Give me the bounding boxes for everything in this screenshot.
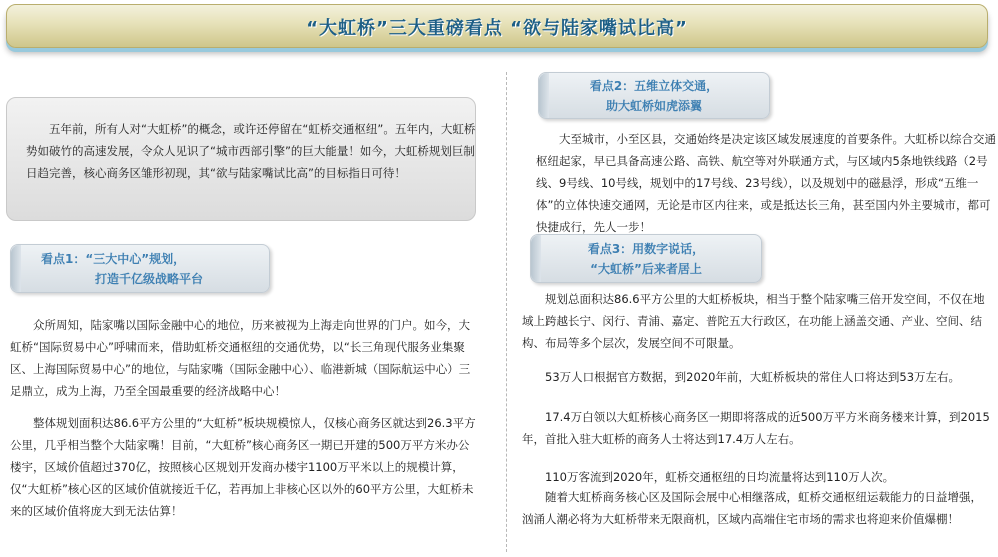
point2-paragraph-1: 大至城市，小至区县，交通始终是决定该区域发展速度的首要条件。大虹桥以综合交通枢纽起家，早已具备高速公路、高铁、航空等对外联通方式，与区域内5条地铁线路（2号线、9号线、10号线，规划中的17号线、23号线），以及规划中的磁悬浮，形成“五维一体”的立体快速交通网，无论是市区内往来，或是抵达长三角，甚至国内外主要城市，都可快捷成行，先人一步！: [536, 132, 996, 234]
intro-paragraph: 五年前，所有人对“大虹桥”的概念，或许还停留在“虹桥交通枢纽”。五年内，大虹桥势如破竹的高速发展，令众人见识了“城市西部引擎”的巨大能量！如今，大虹桥规划巨制日趋完善，核心商务区雏形初现，其“欲与陆家嘴试比高”的目标指日可待！: [26, 122, 476, 180]
badge-stripe: [531, 235, 541, 282]
badge-2-line-2: 助大虹桥如虎添翼: [605, 99, 702, 113]
badge-2-line-1: 看点2：五维立体交通，: [589, 79, 719, 93]
point1-paragraph-1: 众所周知，陆家嘴以国际金融中心的地位，历来被视为上海走向世界的门户。如今，大虹桥“国际贸易中心”呼啸而来，借助虹桥交通枢纽的交通优势，以“长三角现代服务业集聚区、上海国际贸易中心”的地位，与陆家嘴（国际金融中心）、临港新城（国际航运中心）三足鼎立，成为上海，乃至全国最重要的经济战略中心！: [10, 318, 471, 398]
badge-1-line-2: 打造千亿级战略平台: [95, 272, 204, 286]
point3-paragraph-4: 110万客流到2020年，虹桥交通枢纽的日均流量将达到110万人次。: [545, 470, 895, 484]
point1-paragraph-2: 整体规划面积达86.6平方公里的“大虹桥”板块规模惊人，仅核心商务区就达到26.3平方公里，几乎相当整个大陆家嘴！目前，“大虹桥”核心商务区一期已开建的500万平方米办公楼宇，区域价值超过370亿，按照核心区规划开发商办楼宇1100万平米以上的规模计算，仅“大虹桥”核心区的区域价值就接近千亿，若再加上非核心区以外的60平方公里，大虹桥未来的区域价值将庞大到无法估算！: [10, 416, 476, 518]
badge-1-line-1: 看点1：“三大中心”规划，: [41, 252, 186, 266]
badge-stripe: [539, 73, 549, 118]
point3-paragraph-3: 17.4万白领以大虹桥核心商务区一期即将落成的近500万平方米商务楼来计算，到2015年，首批入驻大虹桥的商务人士将达到17.4万人左右。: [522, 410, 990, 446]
badge-3-line-2: “大虹桥”后来者居上: [590, 262, 702, 276]
point3-paragraph-5: 随着大虹桥商务核心区及国际会展中心相继落成，虹桥交通枢纽运载能力的日益增强，汹涌人潮必将为大虹桥带来无限商机，区域内高端住宅市场的需求也将迎来价值爆棚！: [522, 490, 982, 526]
title-banner: [6, 4, 988, 48]
badge-3-line-1: 看点3：用数字说话，: [587, 242, 705, 256]
badge-stripe: [11, 245, 21, 292]
column-divider: [506, 72, 507, 552]
point3-paragraph-1: 规划总面积达86.6平方公里的大虹桥板块，相当于整个陆家嘴三倍开发空间，不仅在地域上跨越长宁、闵行、青浦、嘉定、普陀五大行政区，在功能上涵盖交通、产业、空间、结构、布局等多个层次，发展空间不可限量。: [522, 292, 985, 350]
highlight-badge-2: [538, 72, 770, 119]
page-title: “大虹桥”三大重磅看点 “欲与陆家嘴试比高”: [306, 18, 688, 39]
highlight-badge-1: [10, 244, 270, 293]
highlight-badge-3: [530, 234, 762, 283]
point3-paragraph-2: 53万人口根据官方数据，到2020年前，大虹桥板块的常住人口将达到53万左右。: [545, 370, 961, 384]
